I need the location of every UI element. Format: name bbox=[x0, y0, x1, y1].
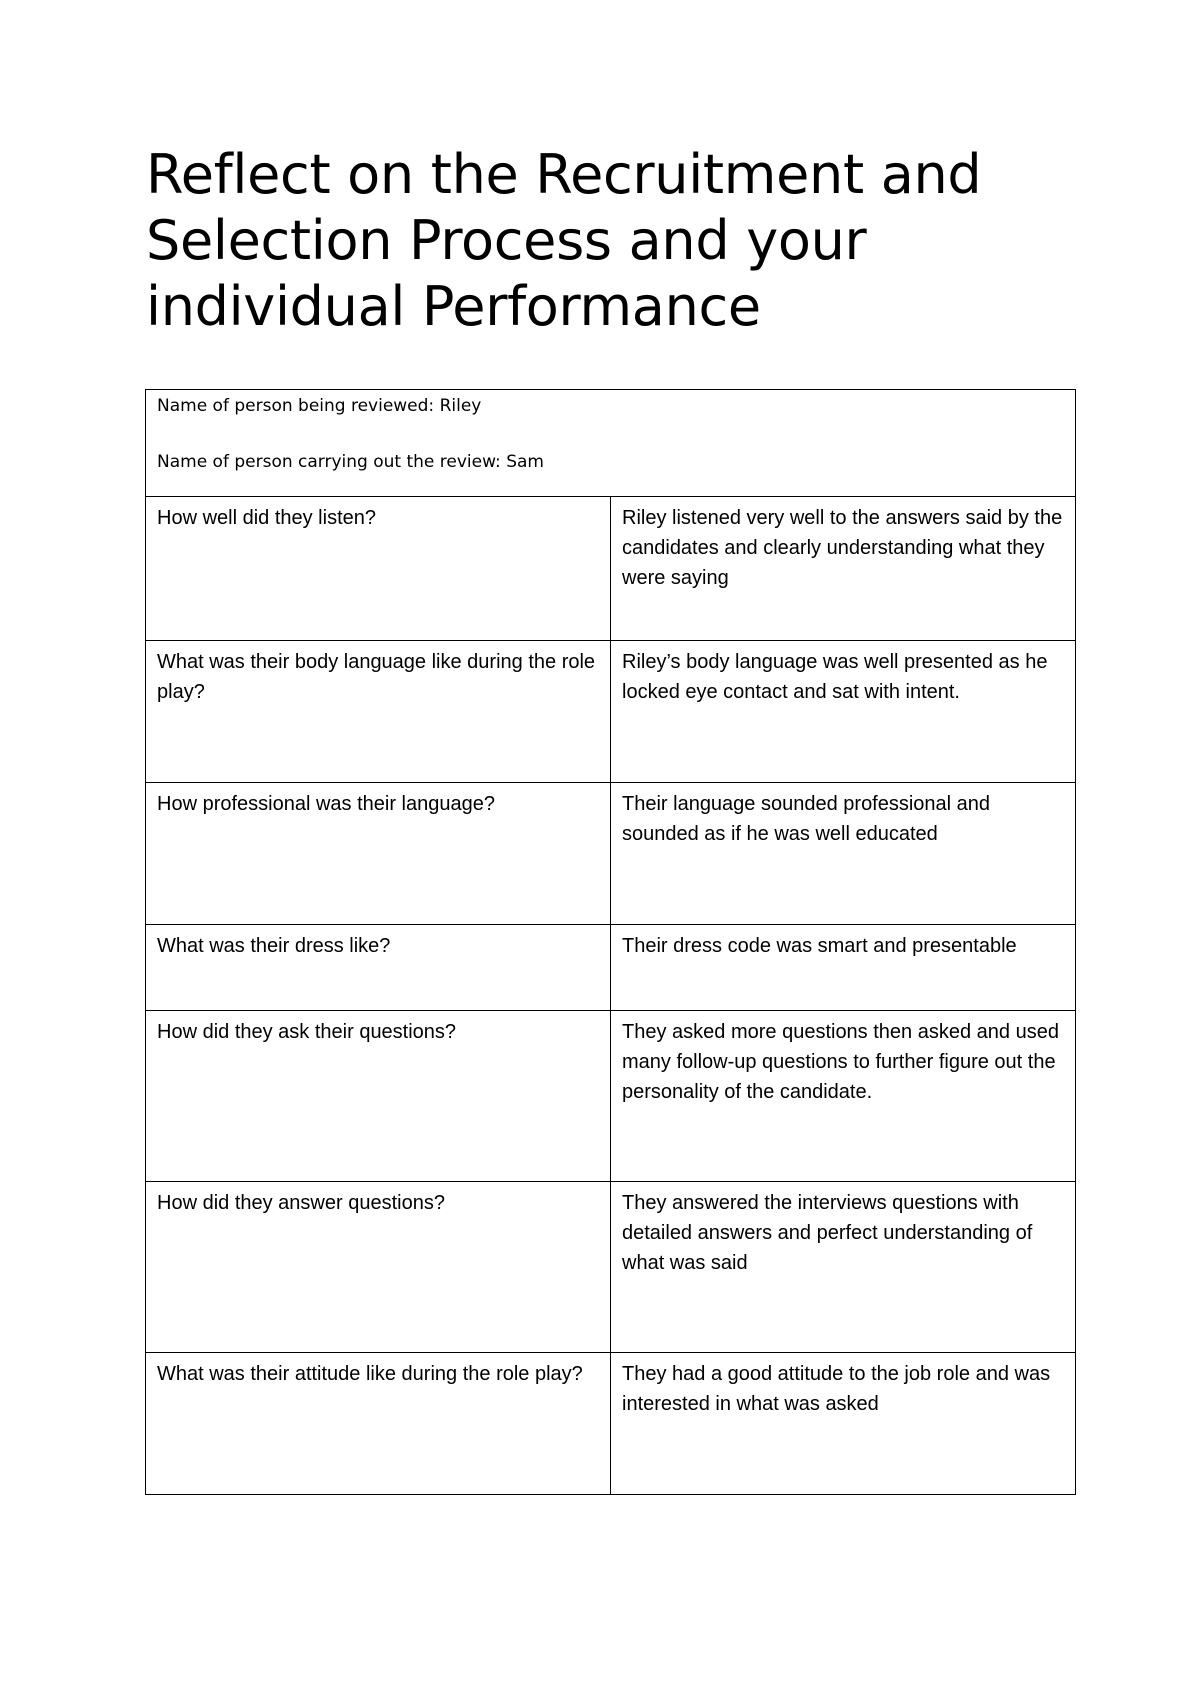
question-cell: What was their dress like? bbox=[146, 925, 611, 1011]
answer-cell: Riley listened very well to the answers said by the candidates and clearly understanding what they were saying bbox=[611, 497, 1076, 641]
person-reviewed: Name of person being reviewed: Riley bbox=[157, 396, 482, 416]
question-cell: What was their body language like during the role play? bbox=[146, 641, 611, 783]
answer-cell: They had a good attitude to the job role and was interested in what was asked bbox=[611, 1353, 1076, 1495]
names-cell bbox=[146, 390, 1076, 497]
question-cell: How well did they listen? bbox=[146, 497, 611, 641]
table-row bbox=[146, 1182, 1076, 1353]
answer-cell: They answered the interviews questions with detailed answers and perfect understanding of what was said bbox=[611, 1182, 1076, 1353]
table-row bbox=[146, 497, 1076, 641]
question-cell: How professional was their language? bbox=[146, 783, 611, 925]
question-cell: What was their attitude like during the role play? bbox=[146, 1353, 611, 1495]
person-reviewing: Name of person carrying out the review: Sam bbox=[157, 452, 544, 472]
question-cell: How did they ask their questions? bbox=[146, 1011, 611, 1182]
names-row bbox=[146, 390, 1076, 497]
table-row bbox=[146, 783, 1076, 925]
answer-cell: Their language sounded professional and sounded as if he was well educated bbox=[611, 783, 1076, 925]
review-table bbox=[145, 389, 1076, 1495]
answer-cell: They asked more questions then asked and used many follow-up questions to further figure out the personality of the candidate. bbox=[611, 1011, 1076, 1182]
table-row bbox=[146, 925, 1076, 1011]
table-row bbox=[146, 1011, 1076, 1182]
table-row bbox=[146, 1353, 1076, 1495]
answer-cell: Riley’s body language was well presented as he locked eye contact and sat with intent. bbox=[611, 641, 1076, 783]
page-title: Reflect on the Recruitment and Selection Process and your individual Performance bbox=[146, 143, 982, 338]
table-row bbox=[146, 641, 1076, 783]
question-cell: How did they answer questions? bbox=[146, 1182, 611, 1353]
answer-cell: Their dress code was smart and presentable bbox=[611, 925, 1076, 1011]
